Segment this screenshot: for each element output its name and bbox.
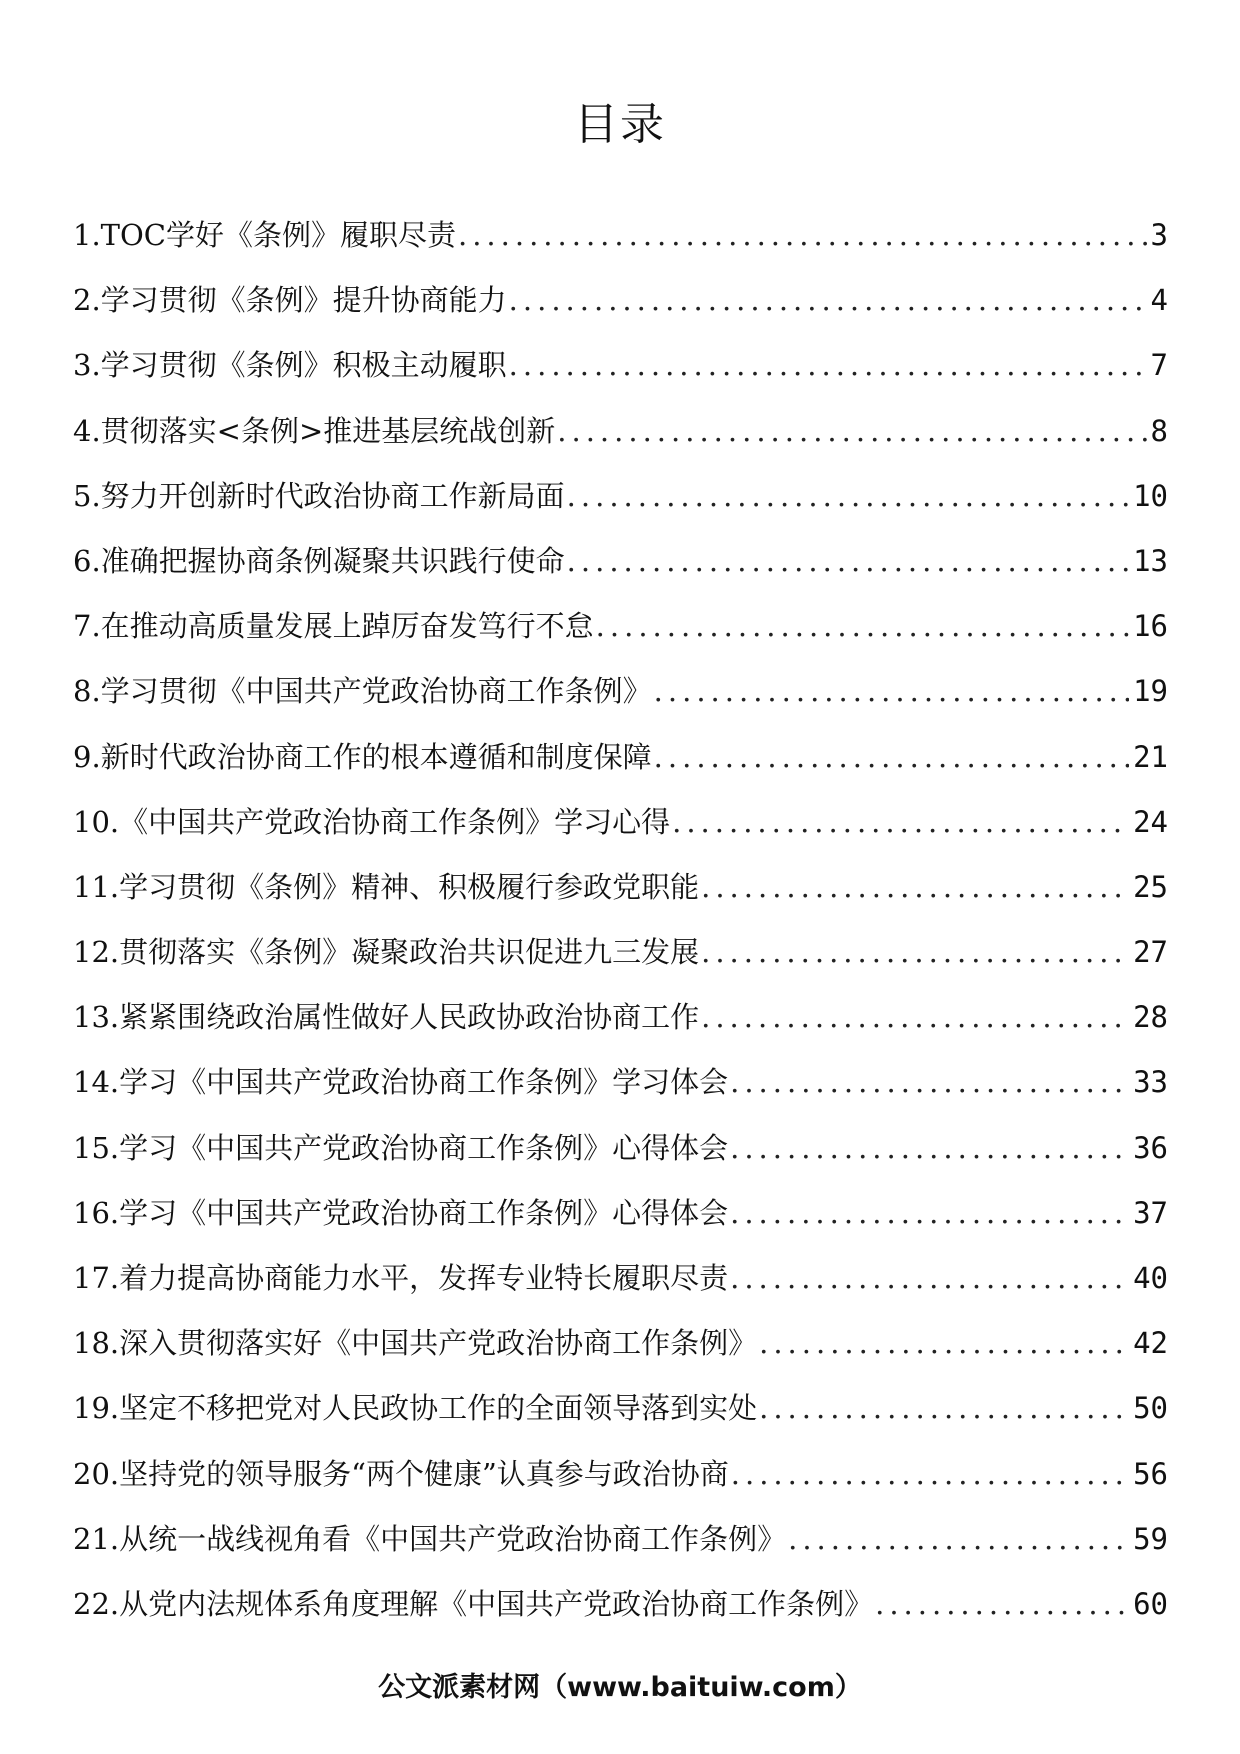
- toc-entry-title: 10.《中国共产党政治协商工作条例》学习心得: [73, 804, 671, 839]
- toc-page-number: 40: [1133, 1261, 1168, 1295]
- toc-dot-leader: [699, 855, 1129, 920]
- toc-dot-leader: [565, 464, 1129, 529]
- toc-dot-leader: [728, 1116, 1129, 1181]
- toc-entry[interactable]: [73, 790, 1168, 855]
- toc-page-number: 8: [1150, 413, 1168, 448]
- toc-entry[interactable]: [73, 1246, 1168, 1311]
- toc-page-number: 56: [1133, 1456, 1168, 1491]
- toc-page-number: 24: [1133, 804, 1168, 839]
- toc-dot-leader: [757, 1311, 1129, 1376]
- toc-entry-title: 7.在推动高质量发展上踔厉奋发笃行不怠: [73, 609, 594, 644]
- toc-dot-leader: [652, 659, 1129, 724]
- toc-dot-leader: [699, 920, 1129, 985]
- toc-entry[interactable]: [73, 464, 1168, 529]
- toc-entry-title: 15.学习《中国共产党政治协商工作条例》心得体会: [73, 1130, 729, 1165]
- toc-page-number: 28: [1133, 1000, 1168, 1035]
- toc-entry[interactable]: [73, 1572, 1168, 1637]
- toc-entry[interactable]: [73, 1442, 1168, 1507]
- toc-entry[interactable]: [73, 529, 1168, 594]
- toc-page-number: 59: [1133, 1521, 1168, 1556]
- toc-entry-title: 11.学习贯彻《条例》精神、积极履行参政党职能: [73, 869, 700, 904]
- toc-entry[interactable]: [73, 1181, 1168, 1246]
- toc-entry-title: 4.贯彻落实<条例>推进基层统战创新: [73, 413, 556, 448]
- page-title: 目录: [574, 99, 666, 150]
- toc-entry[interactable]: [73, 659, 1168, 724]
- toc-entry-title: 16.学习《中国共产党政治协商工作条例》心得体会: [73, 1195, 729, 1230]
- toc-page-number: 36: [1133, 1130, 1168, 1165]
- toc-entry[interactable]: [73, 333, 1168, 398]
- toc-page-number: 4: [1150, 283, 1168, 318]
- toc-entry-title: 5.努力开创新时代政治协商工作新局面: [73, 478, 565, 513]
- toc-dot-leader: [729, 1442, 1129, 1507]
- toc-entry[interactable]: [73, 594, 1168, 659]
- toc-page-number: 60: [1133, 1586, 1168, 1621]
- toc-entry-title: 13.紧紧围绕政治属性做好人民政协政治协商工作: [73, 1000, 700, 1035]
- toc-entry-title: 12.贯彻落实《条例》凝聚政治共识促进九三发展: [73, 935, 700, 970]
- toc-entry-title: 8.学习贯彻《中国共产党政治协商工作条例》: [73, 674, 652, 709]
- toc-page-number: 33: [1133, 1065, 1168, 1100]
- toc-page-number: 21: [1133, 739, 1168, 774]
- toc-entry[interactable]: [73, 725, 1168, 790]
- toc-dot-leader: [728, 1050, 1129, 1115]
- toc-dot-leader: [728, 1246, 1129, 1311]
- toc-entry-title: 14.学习《中国共产党政治协商工作条例》学习体会: [73, 1065, 729, 1100]
- toc-entry[interactable]: [73, 1376, 1168, 1441]
- toc-page-number: 50: [1133, 1391, 1168, 1426]
- table-of-contents: [73, 203, 1168, 1637]
- toc-entry[interactable]: [73, 1311, 1168, 1376]
- toc-page-number: 10: [1133, 478, 1168, 513]
- toc-entry[interactable]: [73, 1050, 1168, 1115]
- toc-entry[interactable]: [73, 399, 1168, 464]
- toc-entry-title: 19.坚定不移把党对人民政协工作的全面领导落到实处: [73, 1391, 758, 1426]
- toc-entry-title: 2.学习贯彻《条例》提升协商能力: [73, 283, 507, 318]
- toc-entry[interactable]: [73, 1507, 1168, 1572]
- toc-page-number: 13: [1133, 543, 1168, 578]
- toc-dot-leader: [652, 725, 1129, 790]
- toc-page-number: 16: [1133, 609, 1168, 644]
- toc-entry[interactable]: [73, 920, 1168, 985]
- toc-dot-leader: [786, 1507, 1129, 1572]
- toc-entry-title: 22.从党内法规体系角度理解《中国共产党政治协商工作条例》: [73, 1586, 874, 1621]
- toc-dot-leader: [873, 1572, 1129, 1637]
- toc-entry-title: 20.坚持党的领导服务“两个健康”认真参与政治协商: [73, 1456, 729, 1491]
- toc-entry-title: 21.从统一战线视角看《中国共产党政治协商工作条例》: [73, 1521, 787, 1556]
- toc-entry-title: 18.深入贯彻落实好《中国共产党政治协商工作条例》: [73, 1326, 758, 1361]
- toc-dot-leader: [555, 399, 1146, 464]
- toc-dot-leader: [507, 268, 1147, 333]
- toc-entry[interactable]: [73, 855, 1168, 920]
- toc-page-number: 37: [1133, 1195, 1168, 1230]
- toc-dot-leader: [507, 333, 1147, 398]
- toc-page-number: 19: [1133, 674, 1168, 709]
- toc-dot-leader: [565, 529, 1129, 594]
- toc-page-number: 25: [1133, 869, 1168, 904]
- toc-entry-title: 9.新时代政治协商工作的根本遵循和制度保障: [73, 739, 652, 774]
- toc-entry-title: 3.学习贯彻《条例》积极主动履职: [73, 348, 507, 383]
- toc-entry[interactable]: [73, 1116, 1168, 1181]
- toc-entry[interactable]: [73, 203, 1168, 268]
- toc-entry-title: 1.TOC学好《条例》履职尽责: [73, 218, 456, 252]
- toc-dot-leader: [670, 790, 1129, 855]
- toc-entry[interactable]: [73, 268, 1168, 333]
- toc-page-number: 42: [1133, 1326, 1168, 1361]
- toc-page-number: 7: [1150, 348, 1168, 383]
- toc-page-number: 3: [1150, 218, 1168, 252]
- toc-dot-leader: [728, 1181, 1129, 1246]
- toc-entry[interactable]: [73, 985, 1168, 1050]
- toc-dot-leader: [456, 203, 1147, 268]
- toc-entry-title: 6.准确把握协商条例凝聚共识践行使命: [73, 543, 565, 578]
- toc-dot-leader: [594, 594, 1129, 659]
- toc-entry-title: 17.着力提高协商能力水平，发挥专业特长履职尽责: [73, 1261, 729, 1295]
- toc-page-number: 27: [1133, 935, 1168, 970]
- toc-dot-leader: [699, 985, 1129, 1050]
- toc-dot-leader: [757, 1376, 1129, 1441]
- footer-watermark-text: 公文派素材网（www.baituiw.com）: [378, 1672, 862, 1703]
